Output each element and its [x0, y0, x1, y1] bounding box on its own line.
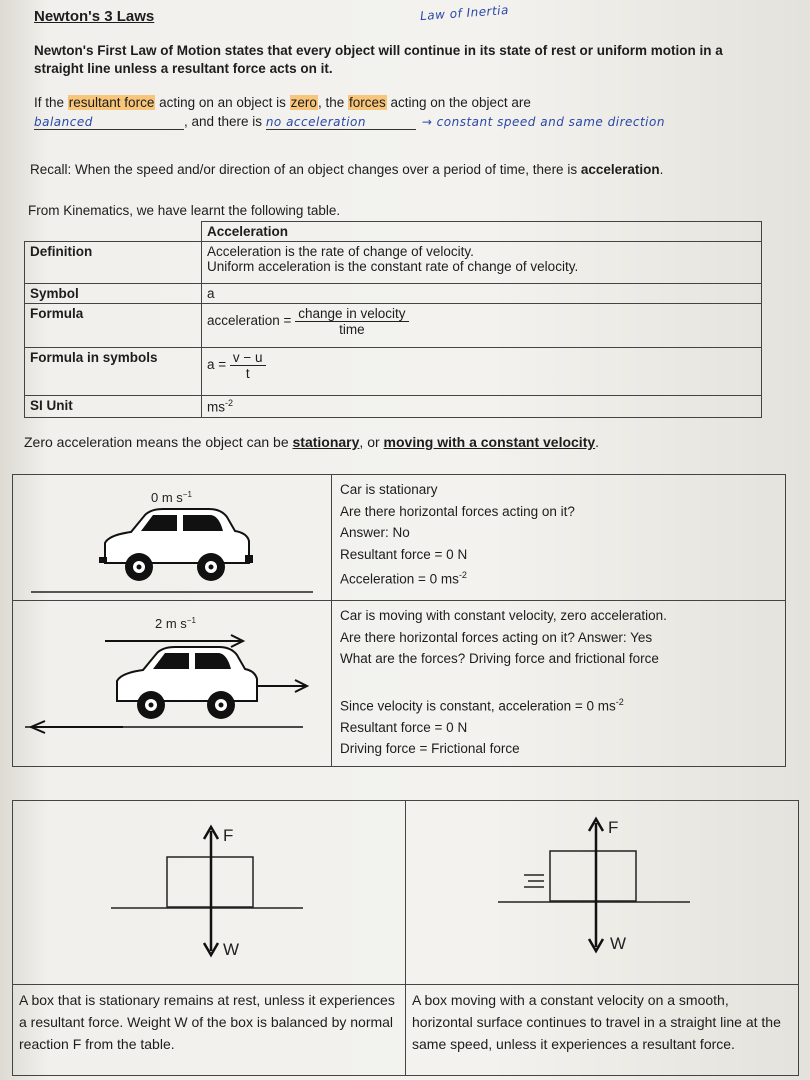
car-examples-table	[12, 474, 786, 767]
moving-box-figure	[406, 801, 799, 985]
recall-text: Recall: When the speed and/or direction of an object changes over a period of time, there is acceleration.	[30, 162, 664, 177]
moving-car-figure	[13, 601, 332, 767]
formula-value: acceleration = $\frac{\text{change in velocity}}{\text{time}}$	[202, 304, 762, 348]
box-examples-table	[12, 800, 799, 1076]
highlight-forces: forces	[348, 95, 386, 110]
moving-box-svg	[406, 801, 798, 981]
kinematics-table	[24, 221, 762, 418]
stationary-car-text: Car is stationary Are there horizontal forces acting on it? Answer: No Resultant force = 0 N Acceleration = 0 $ms^{-2}$	[332, 475, 786, 601]
stationary-box-figure	[13, 801, 406, 985]
stationary-car-svg	[13, 475, 331, 597]
si-unit-label: SI Unit	[25, 396, 202, 418]
weight-w-label: W	[610, 934, 627, 953]
car-icon	[117, 647, 257, 719]
force-f-label: F	[223, 826, 234, 845]
moving-car-svg	[13, 601, 331, 763]
car2-speed-label: 2 m $s^{-1}$	[155, 616, 196, 631]
formula-fraction: $\frac{\text{change in velocity}}{\text{time}}$	[295, 306, 408, 337]
first-law-statement: Newton's First Law of Motion states that every object will continue in its state of rest or uniform motion in a straight line unless a resultant force acts on it.	[34, 43, 723, 76]
zero-acceleration-statement: Zero acceleration means the object can be stationary, or moving with a constant velocity.	[24, 434, 600, 450]
stationary-box-text: A box that is stationary remains at rest, unless it experiences a resultant force. Weight W of the box is balanced by normal reaction F from the table.	[13, 985, 406, 1076]
car-icon	[99, 509, 253, 581]
si-unit-value: $ms^{-2}$	[202, 396, 762, 418]
formula-symbols-value: a = $\frac{v - u}{t}$	[202, 348, 762, 396]
kinematics-header: Acceleration	[202, 222, 762, 242]
symbols-fraction: $\frac{v - u}{t}$	[230, 350, 266, 381]
moving-car-text: Car is moving with constant velocity, zero acceleration. Are there horizontal forces acting on it? Answer: Yes What are the forces? Driving force and frictional force Since velocity is constant, acceleration = 0 $ms^{-2}$ Resultant force = 0 N Driving force = Frictional force	[332, 601, 786, 767]
statement-line-2: balanced , and there is no acceleration → constant speed and same direction	[34, 114, 665, 129]
formula-label: Formula	[25, 304, 202, 348]
motion-lines-icon	[524, 875, 544, 887]
stationary-car-figure	[13, 475, 332, 601]
highlight-resultant-force: resultant force	[68, 95, 155, 110]
car1-speed-label: 0 m $s^{-1}$	[151, 490, 192, 505]
box-shape	[550, 851, 636, 901]
formula-symbols-label: Formula in symbols	[25, 348, 202, 396]
definition-value: Acceleration is the rate of change of velocity. Uniform acceleration is the constant rate of change of velocity.	[202, 242, 762, 284]
statement-line-1: If the resultant force acting on an object is zero, the forces acting on the object are	[34, 95, 531, 110]
moving-box-text: A box moving with a constant velocity on a smooth, horizontal surface continues to travel in a straight line at the same speed, unless it experiences a resultant force.	[406, 985, 799, 1076]
symbol-value: a	[202, 284, 762, 304]
handwritten-note-inertia: Law of Inertia	[419, 2, 510, 24]
weight-w-label: W	[223, 940, 240, 959]
kinematics-intro: From Kinematics, we have learnt the following table.	[28, 203, 341, 218]
page-title: Newton's 3 Laws	[34, 8, 155, 25]
stationary-box-svg	[13, 801, 405, 981]
highlight-zero: zero	[290, 95, 317, 110]
symbol-label: Symbol	[25, 284, 202, 304]
definition-label: Definition	[25, 242, 202, 284]
blank-no-acceleration: no acceleration	[266, 115, 416, 130]
blank-balanced: balanced	[34, 115, 184, 130]
force-f-label: F	[608, 818, 619, 837]
handwritten-note-constant-speed: → constant speed and same direction	[421, 115, 665, 129]
